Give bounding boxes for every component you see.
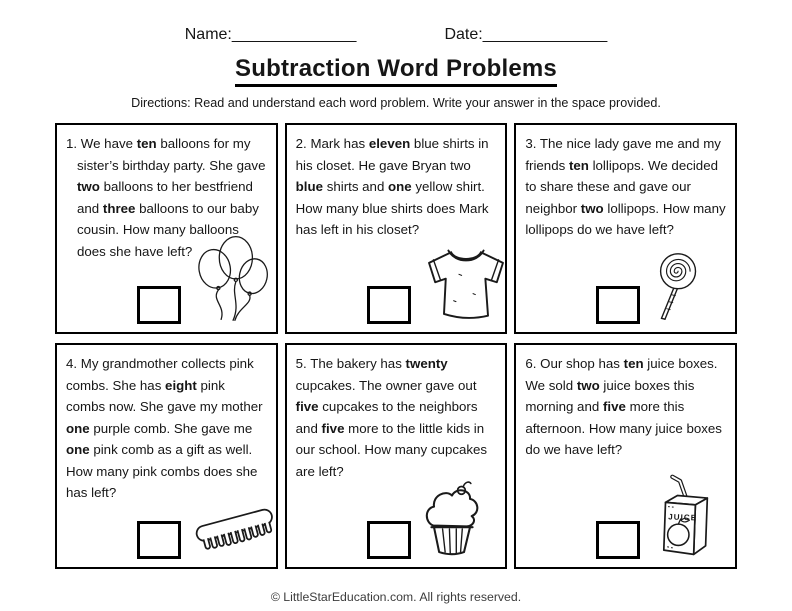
- directions-text: Directions: Read and understand each word problem. Write your answer in the space provided.: [131, 96, 661, 110]
- answer-box[interactable]: [137, 521, 181, 559]
- name-label: Name:: [184, 26, 232, 43]
- problem-text: 3. The nice lady gave me and my friends ten lollipops. We decided to share these and gave our neighbor two lollipops. How many lollipops do we have left?: [525, 136, 726, 238]
- problem-cell-4: [55, 343, 278, 569]
- svg-text:JUICE: JUICE: [668, 512, 698, 523]
- problem-text: 5. The bakery has twenty cupcakes. The owner gave out five cupcakes to the neighbors and five more to the little kids in our school. How many cupcakes are left?: [295, 356, 488, 479]
- cupcake-icon: [422, 480, 482, 559]
- answer-box[interactable]: [367, 286, 411, 324]
- t-shirt-icon: [422, 244, 510, 324]
- problem-cell-6: [514, 343, 737, 569]
- problem-text: 6. Our shop has ten juice boxes. We sold two juice boxes this morning and five more this afternoon. How many juice boxes do we have left?: [525, 356, 722, 458]
- problem-cell-2: [285, 123, 508, 334]
- date-label: Date:: [444, 26, 483, 43]
- problem-text: 4. My grandmother collects pink combs. She has eight pink combs now. She gave my mother one purple comb. She gave me one pink comb as a gift as well. How many pink combs does she has left?: [66, 356, 263, 501]
- date-field: [444, 26, 607, 44]
- answer-box[interactable]: [137, 286, 181, 324]
- problems-grid: [55, 123, 737, 569]
- header: [0, 0, 792, 44]
- lollipop-icon: [651, 249, 699, 324]
- problem-cell-5: [285, 343, 508, 569]
- balloons-icon: [192, 232, 276, 324]
- footer-copyright: © LittleStarEducation.com. All rights reserved.: [270, 590, 522, 604]
- problem-text: 2. Mark has eleven blue shirts in his closet. He gave Bryan two blue shirts and one yellow shirt. How many blue shirts does Mark has left in his closet?: [295, 136, 489, 238]
- answer-box[interactable]: [596, 286, 640, 324]
- answer-box[interactable]: [367, 521, 411, 559]
- name-field: [185, 26, 357, 44]
- problem-cell-1: [55, 123, 278, 334]
- comb-icon: [192, 505, 280, 559]
- problem-cell-3: [514, 123, 737, 334]
- juice-box-icon: [651, 473, 715, 559]
- date-blank-line[interactable]: ______________: [482, 26, 608, 43]
- name-blank-line[interactable]: ______________: [231, 26, 357, 43]
- page-title: Subtraction Word Problems: [235, 55, 557, 87]
- answer-box[interactable]: [596, 521, 640, 559]
- problem-text: 1. We have ten balloons for my sister’s birthday party. She gave two balloons to her bestfriend and three balloons to our baby cousin. How many balloons does she have left?: [66, 136, 266, 259]
